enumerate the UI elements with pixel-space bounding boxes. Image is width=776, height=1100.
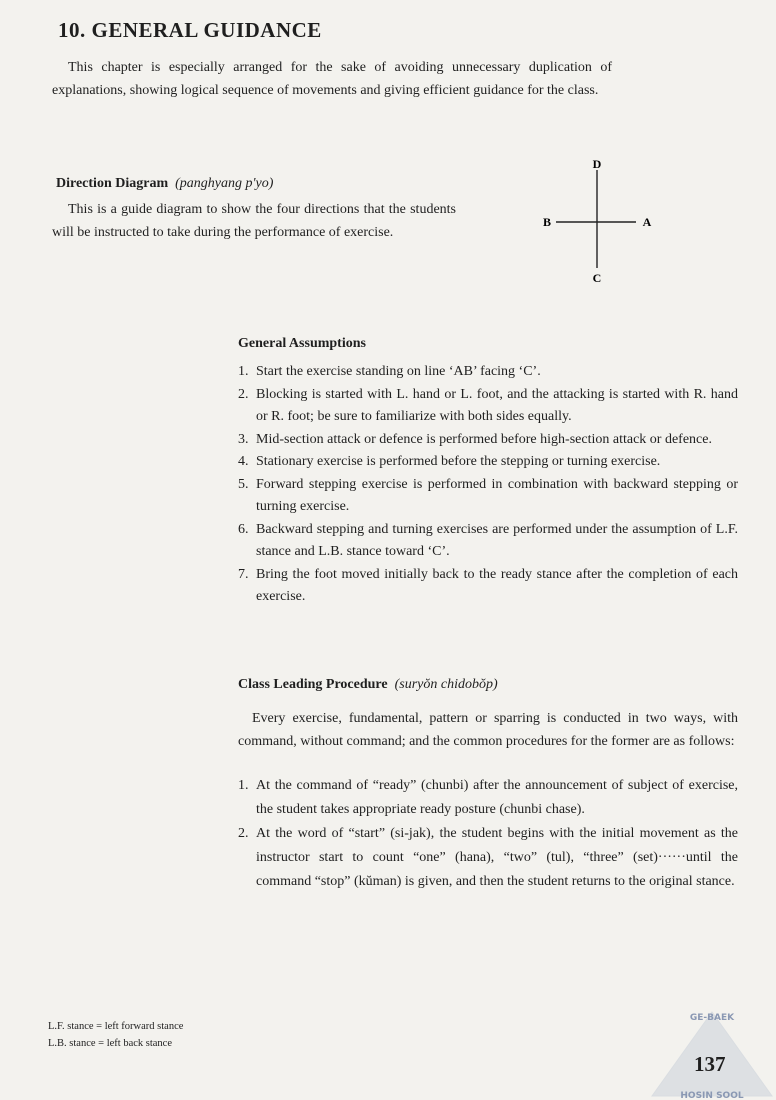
diagram-label-left: B	[542, 215, 552, 229]
item-number: 1.	[238, 778, 249, 793]
item-number: 4.	[238, 454, 249, 469]
general-assumptions-list	[238, 361, 738, 609]
class-leading-steps	[238, 774, 738, 894]
item-number: 2.	[238, 826, 249, 841]
class-leading-intro: Every exercise, fundamental, pattern or sparring is conducted in two ways, with command, without command; and the common procedures for the former are as follows:	[238, 711, 738, 749]
list-item	[238, 474, 738, 519]
item-text: Stationary exercise is performed before the stepping or turning exercise.	[256, 454, 661, 469]
item-text: Forward stepping exercise is performed in combination with backward stepping or turning exercise.	[256, 476, 738, 514]
item-number: 7.	[238, 566, 249, 582]
item-text: At the command of “ready” (chunbi) after the announcement of subject of exercise, the student takes appropriate ready posture (chunbi chase).	[256, 778, 738, 817]
general-assumptions-heading: General Assumptions	[238, 336, 366, 351]
direction-diagram-subtitle: (panghyang p'yo)	[175, 176, 274, 191]
item-text: Blocking is started with L. hand or L. foot, and the attacking is started with R. hand or R. foot; be sure to familiarize with both sides equally.	[256, 386, 738, 424]
footnotes	[48, 1018, 183, 1052]
list-item	[238, 384, 738, 429]
item-number: 5.	[238, 476, 249, 492]
footnote: L.B. stance = left back stance	[48, 1038, 172, 1049]
item-number: 3.	[238, 431, 249, 447]
diagram-label-right: A	[642, 215, 652, 229]
list-item	[238, 519, 738, 564]
direction-diagram-title: Direction Diagram	[56, 176, 169, 191]
list-item	[238, 429, 738, 452]
item-text: Backward stepping and turning exercises are performed under the assumption of L.F. stance and L.B. stance toward ‘C’.	[256, 521, 738, 559]
direction-diagram-text: This is a guide diagram to show the four directions that the students will be instructed to take during the performance of exercise.	[52, 202, 456, 240]
watermark-top-text: GE-BAEK	[689, 1013, 735, 1023]
list-item	[238, 822, 738, 894]
watermark-bottom-text: HOSIN SOOL	[680, 1091, 744, 1100]
list-item	[238, 774, 738, 822]
item-number: 1.	[238, 364, 249, 379]
chapter-title: 10. GENERAL GUIDANCE	[58, 18, 322, 42]
diagram-label-bottom: C	[592, 271, 602, 285]
class-leading-heading	[238, 677, 498, 693]
direction-diagram-heading	[56, 176, 273, 192]
list-item	[238, 451, 738, 474]
item-number: 6.	[238, 521, 249, 537]
item-number: 2.	[238, 386, 249, 402]
list-item	[238, 361, 738, 384]
direction-diagram	[530, 150, 670, 290]
class-leading-subtitle: (suryŏn chidobŏp)	[394, 677, 498, 692]
page-number: 137	[694, 1052, 726, 1076]
item-text: At the word of “start” (si-jak), the student begins with the initial movement as the instructor start to count “one” (hana), “two” (tul), “three” (set)······until the command “stop” (kŭman) is given, and then the student returns to the original stance.	[256, 826, 738, 889]
class-leading-title: Class Leading Procedure	[238, 677, 388, 692]
item-text: Start the exercise standing on line ‘AB’ facing ‘C’.	[256, 364, 541, 379]
item-text: Mid-section attack or defence is performed before high-section attack or defence.	[256, 431, 712, 447]
footnote: L.F. stance = left forward stance	[48, 1021, 184, 1032]
item-text: Bring the foot moved initially back to the ready stance after the completion of each exercise.	[256, 566, 738, 604]
list-item	[238, 564, 738, 609]
diagram-label-top: D	[592, 157, 602, 171]
intro-paragraph: This chapter is especially arranged for the sake of avoiding unnecessary duplication of explanations, showing logical sequence of movements and giving efficient guidance for the class.	[52, 60, 612, 98]
